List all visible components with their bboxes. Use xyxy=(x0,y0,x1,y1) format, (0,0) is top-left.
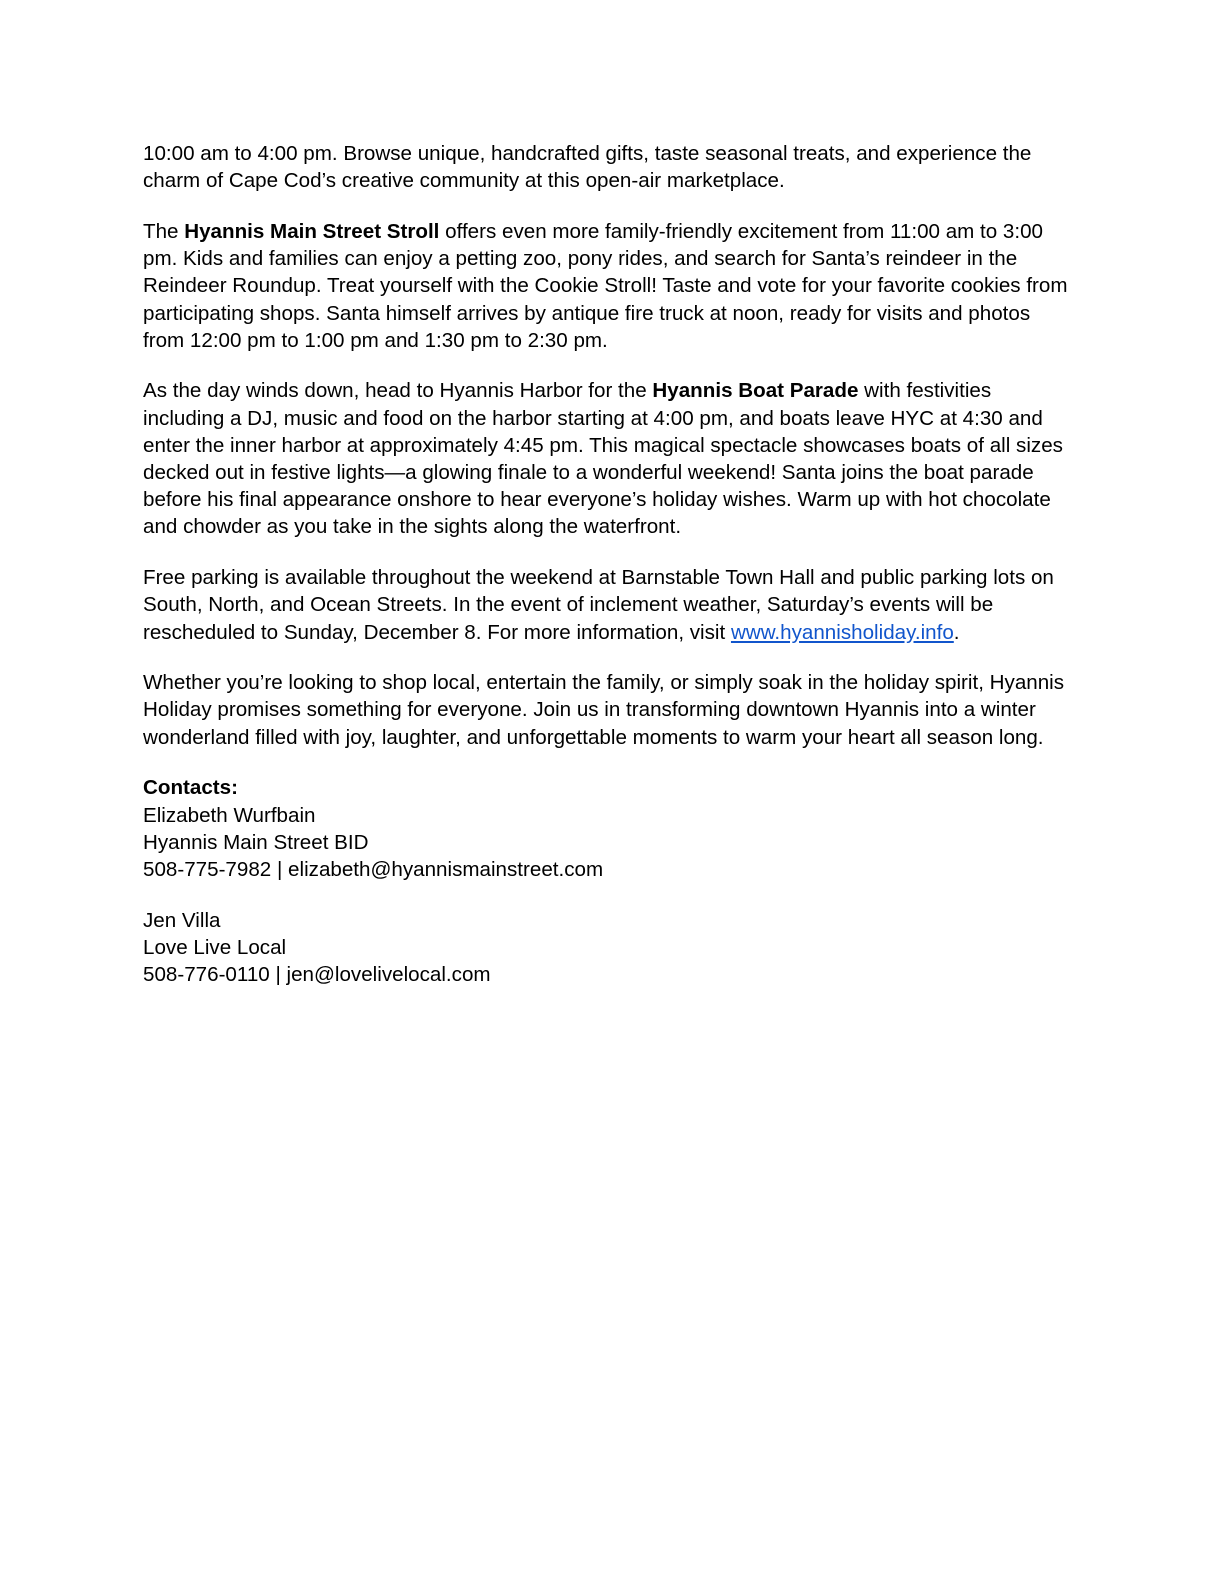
hyannisholiday-link[interactable]: www.hyannisholiday.info xyxy=(730,620,954,644)
boat-parade-description-text: with festivities including a DJ, music and food on the harbor starting at 4:00 pm, and boats leave HYC at 4:30 and enter the inner harbor at approximately 4:45 pm. This magical spectacle showcases boats of all sizes decked out in festive lights—a glowing finale to a wonderful weekend! Santa joins the boat parade before his final appearance onshore to hear everyone’s holiday wishes. Warm up with hot chocolate and chowder as you take in the sights along the waterfront. xyxy=(143,379,1063,539)
contacts-heading: Contacts: xyxy=(143,776,238,800)
contact-phone-email: 508-775-7982 | elizabeth@hyannismainstreet.com xyxy=(143,857,604,881)
paragraph-closing: Whether you’re looking to shop local, entertain the family, or simply soak in the holiday spirit, Hyannis Holiday promises something for everyone. Join us in transforming downtown Hyannis into a winter wonderland filled with joy, laughter, and unforgettable moments to warm your heart all season long. xyxy=(143,671,1065,749)
parking-info-text: Free parking is available throughout the weekend at Barnstable Town Hall and public parking lots on South, North, and Ocean Streets. In the event of inclement weather, Saturday’s events will be rescheduled to Sunday, December 8. For more information, visit xyxy=(143,566,1054,644)
paragraph-boat-parade xyxy=(143,377,1073,540)
contact-organization: Love Live Local xyxy=(143,935,287,959)
paragraph-parking-info xyxy=(143,564,1073,646)
contact-name: Elizabeth Wurfbain xyxy=(143,803,316,827)
contact-name: Jen Villa xyxy=(143,908,221,932)
boat-parade-event-name: Hyannis Boat Parade xyxy=(652,379,859,403)
paragraph-market-hours: 10:00 am to 4:00 pm. Browse unique, handcrafted gifts, taste seasonal treats, and experience the charm of Cape Cod’s creative community at this open-air marketplace. xyxy=(143,142,1032,193)
contacts-section xyxy=(143,774,1073,883)
paragraph-main-street-stroll xyxy=(143,218,1073,354)
stroll-description-text: offers even more family-friendly excitement from 11:00 am to 3:00 pm. Kids and families can enjoy a petting zoo, pony rides, and search for Santa’s reindeer in the Reindeer Roundup. Treat yourself with the Cookie Stroll! Taste and vote for your favorite cookies from participating shops. Santa himself arrives by antique fire truck at noon, ready for visits and photos from 12:00 pm to 1:00 pm and 1:30 pm to 2:30 pm. xyxy=(143,219,1068,352)
contact-organization: Hyannis Main Street BID xyxy=(143,830,369,854)
boat-parade-intro-text: As the day winds down, head to Hyannis Harbor for the xyxy=(143,379,653,403)
document-page xyxy=(143,140,1073,1012)
stroll-intro-text: The xyxy=(143,219,185,243)
stroll-event-name: Hyannis Main Street Stroll xyxy=(184,219,440,243)
contact-second xyxy=(143,907,1073,989)
parking-info-end: . xyxy=(953,620,960,644)
contact-phone-email: 508-776-0110 | jen@lovelivelocal.com xyxy=(143,963,491,987)
